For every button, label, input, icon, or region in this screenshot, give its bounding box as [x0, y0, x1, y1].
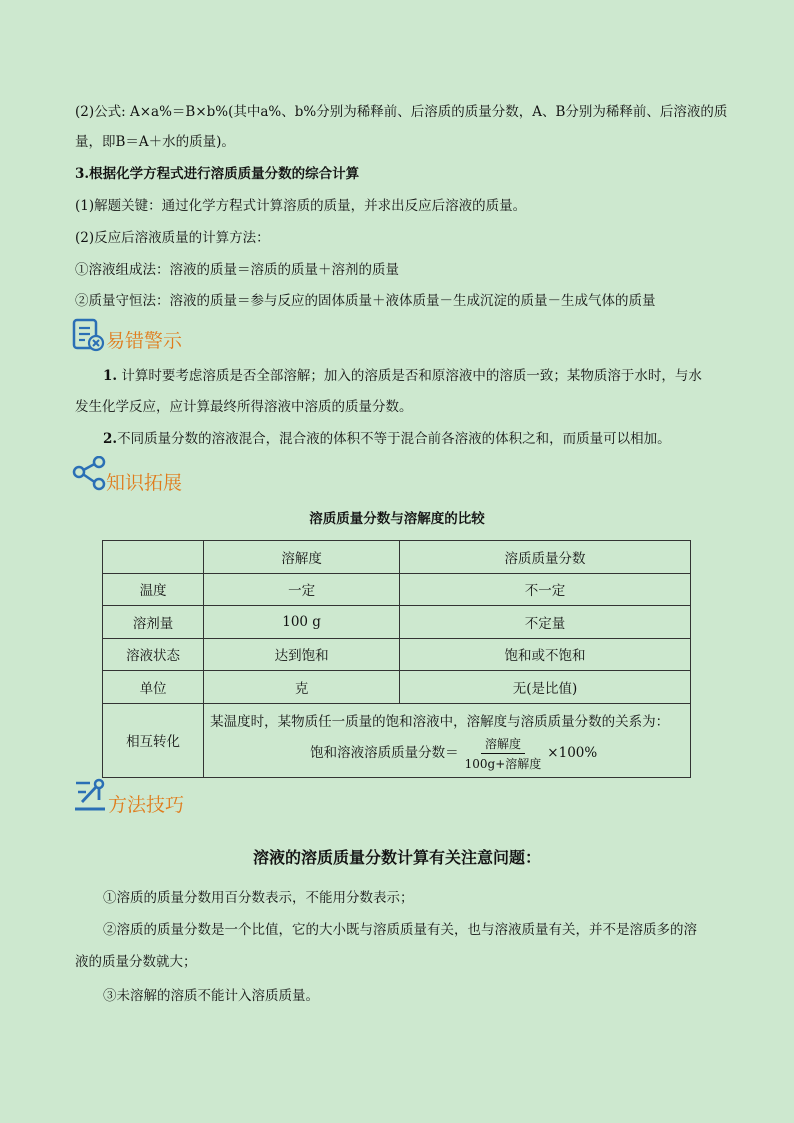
- table-header-cell: 溶解度: [204, 541, 400, 574]
- warning-2-number: 2.: [103, 431, 118, 447]
- table-header-cell: [103, 541, 204, 574]
- section-3-item-3: ①溶液组成法：溶液的质量＝溶质的质量＋溶剂的质量: [75, 262, 399, 278]
- warning-1-line-2: 发生化学反应，应计算最终所得溶液中溶质的质量分数。: [75, 399, 413, 415]
- table-cell: 100 g: [204, 606, 400, 639]
- warning-1-text: 计算时要考虑溶质是否全部溶解；加入的溶质是否和原溶液中的溶质一致；某物质溶于水时，与水: [117, 368, 702, 384]
- table-cell: 温度: [103, 573, 204, 606]
- methods-subtitle: 溶液的溶质质量分数计算有关注意问题：: [252, 848, 541, 867]
- knowledge-heading: [72, 456, 272, 496]
- table-header-cell: 溶质质量分数: [400, 541, 691, 574]
- table-row: [103, 573, 691, 606]
- table-cell: 溶剂量: [103, 606, 204, 639]
- conversion-cell: [204, 703, 691, 777]
- formula-line-1: (2)公式: A×a%＝B×b%(其中a%、b%分别为稀释前、后溶质的质量分数，A、B分别为稀释前、后溶液的质: [75, 104, 728, 120]
- table-cell: 达到饱和: [204, 638, 400, 671]
- table-row-conversion: [103, 703, 691, 777]
- table-cell: 饱和或不饱和: [400, 638, 691, 671]
- methods-heading: [72, 778, 272, 818]
- warning-2: [103, 423, 671, 455]
- formula-line-2: 量，即B＝A＋水的质量)。: [75, 134, 235, 150]
- method-2-line-1: ②溶质的质量分数是一个比值，它的大小既与溶质质量有关，也与溶液质量有关，并不是溶质多的溶: [103, 922, 697, 938]
- formula-denominator: 100g+溶解度: [464, 756, 542, 771]
- compass-method-icon: [72, 778, 108, 818]
- method-3: ③未溶解的溶质不能计入溶质质量。: [103, 988, 319, 1004]
- knowledge-heading-label: 知识拓展: [106, 472, 183, 494]
- table-row: [103, 671, 691, 704]
- table-cell: 相互转化: [103, 703, 204, 777]
- warning-1-line-1: [103, 360, 702, 392]
- formula-right: ×100%: [547, 744, 598, 761]
- warning-2-text: 不同质量分数的溶液混合，混合液的体积不等于混合前各溶液的体积之和，而质量可以相加。: [117, 431, 671, 447]
- formula-fraction: [461, 735, 546, 772]
- formula-numerator: 溶解度: [481, 735, 525, 754]
- methods-heading-label: 方法技巧: [108, 794, 185, 816]
- table-cell: 溶液状态: [103, 638, 204, 671]
- table-cell: 不一定: [400, 573, 691, 606]
- conversion-formula: [210, 735, 684, 772]
- method-1: ①溶质的质量分数用百分数表示，不能用分数表示；: [103, 890, 414, 906]
- formula-left: 饱和溶液溶质质量分数＝: [310, 744, 459, 761]
- table-cell: 一定: [204, 573, 400, 606]
- warnings-heading-label: 易错警示: [106, 330, 183, 352]
- section-3-item-4: ②质量守恒法：溶液的质量＝参与反应的固体质量＋液体质量－生成沉淀的质量－生成气体的质量: [75, 293, 656, 309]
- table-row: [103, 638, 691, 671]
- table-title: 溶质质量分数与溶解度的比较: [309, 511, 485, 527]
- method-2-line-2: 液的质量分数就大；: [75, 954, 197, 970]
- table-cell: 单位: [103, 671, 204, 704]
- table-cell: 克: [204, 671, 400, 704]
- warning-1-number: 1.: [103, 368, 118, 384]
- table-cell: 无(是比值): [400, 671, 691, 704]
- conversion-text: 某温度时，某物质任一质量的饱和溶液中，溶解度与溶质质量分数的关系为：: [210, 713, 670, 730]
- warnings-heading: [72, 318, 272, 358]
- document-x-icon: [72, 318, 106, 356]
- section-3-item-2: (2)反应后溶液质量的计算方法：: [75, 230, 270, 246]
- comparison-table: [102, 540, 691, 778]
- table-cell: 不定量: [400, 606, 691, 639]
- table-header-row: [103, 541, 691, 574]
- table-row: [103, 606, 691, 639]
- section-3-item-1: (1)解题关键：通过化学方程式计算溶质的质量，并求出反应后溶液的质量。: [75, 198, 527, 214]
- section-3-title: 3.根据化学方程式进行溶质质量分数的综合计算: [75, 166, 360, 182]
- share-nodes-icon: [72, 456, 108, 496]
